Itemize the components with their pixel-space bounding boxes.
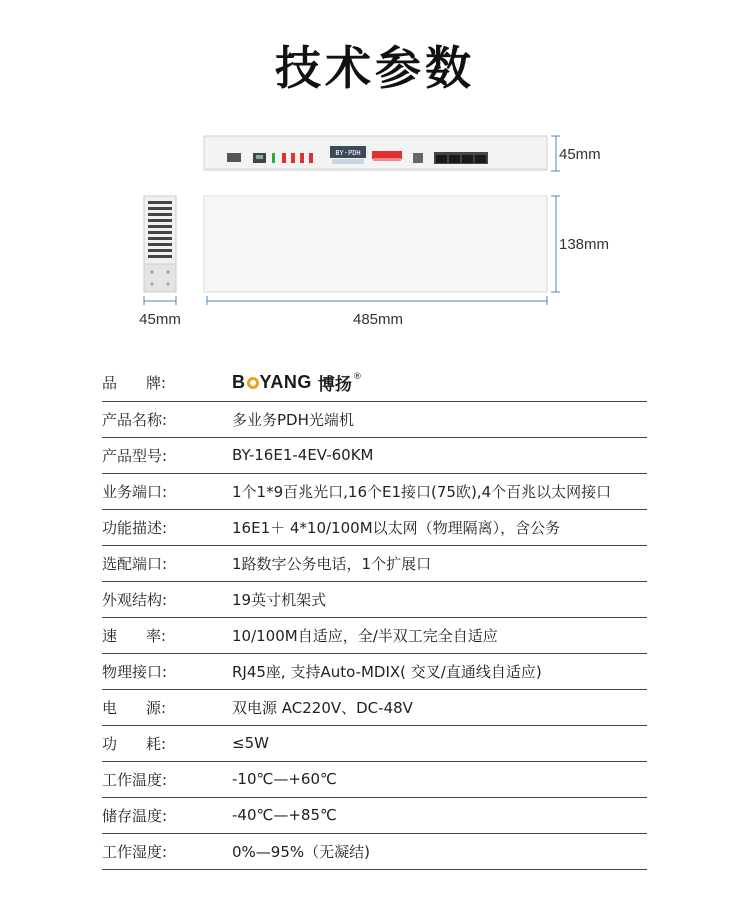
spec-row-optional-ports — [102, 545, 647, 581]
brand-logo-o-mark — [247, 377, 259, 389]
device-side-view — [144, 196, 176, 292]
spec-label: 业务端口: — [102, 482, 168, 501]
phone-port — [413, 153, 423, 163]
spec-value: 多业务PDH光端机 — [232, 410, 354, 429]
spec-row-ports — [102, 473, 647, 509]
device-top-view — [204, 196, 547, 292]
spec-row-power-supply — [102, 689, 647, 725]
spec-label: 储存温度: — [102, 806, 168, 825]
spec-label: 工作湿度: — [102, 842, 168, 861]
spec-value: 1个1*9百兆光口,16个E1接口(75欧),4个百兆以太网接口 — [232, 482, 612, 501]
spec-row-interface — [102, 653, 647, 689]
spec-value: 双电源 AC220V、DC-48V — [232, 698, 413, 717]
spec-value: 0%—95%（无凝结) — [232, 842, 370, 861]
registered-mark: ® — [352, 371, 362, 382]
spec-label-brand: 品 牌: — [102, 374, 166, 393]
spec-row-consumption — [102, 725, 647, 761]
spec-row-speed — [102, 617, 647, 653]
spec-label-consumption: 功 耗: — [102, 734, 166, 753]
spec-row-function — [102, 509, 647, 545]
spec-value: BY-16E1-4EV-60KM — [232, 446, 374, 464]
spec-value: 10/100M自适应，全/半双工完全自适应 — [232, 626, 498, 645]
brand-chinese-name: 博扬 — [317, 375, 352, 396]
spec-row-brand — [102, 365, 647, 401]
spec-value: 19英寸机架式 — [232, 590, 327, 609]
spec-value: -10℃—+60℃ — [232, 770, 337, 788]
ethernet-ports — [434, 152, 488, 164]
spec-row-storage-temp — [102, 797, 647, 833]
side-width-dimension — [144, 296, 176, 305]
spec-label-speed: 速 率: — [102, 626, 166, 645]
spec-label: 选配端口: — [102, 554, 168, 573]
spec-value: RJ45座, 支持Auto-MDIX( 交叉/直通线自适应) — [232, 662, 542, 681]
spec-table — [102, 365, 647, 870]
spec-label: 产品型号: — [102, 446, 168, 465]
optical-port — [227, 153, 241, 162]
spec-value: 1路数字公务电话，1个扩展口 — [232, 554, 432, 573]
side-width-label: 45mm — [139, 311, 181, 328]
page-title: 技术参数 — [275, 41, 475, 95]
top-depth-label: 138mm — [559, 236, 610, 253]
spec-label-power: 电 源: — [102, 698, 166, 717]
dip-switch — [372, 151, 402, 159]
spec-value: -40℃—+85℃ — [232, 806, 337, 824]
spec-label: 产品名称: — [102, 410, 168, 429]
spec-label: 功能描述: — [102, 518, 168, 537]
spec-row-structure — [102, 581, 647, 617]
spec-label: 工作温度: — [102, 770, 168, 789]
spec-label: 外观结构: — [102, 590, 168, 609]
spec-label: 物理接口: — [102, 662, 168, 681]
front-height-label: 45mm — [559, 146, 601, 163]
lcd-text: BY-PDH — [335, 149, 361, 157]
spec-row-model — [102, 437, 647, 473]
spec-row-product-name — [102, 401, 647, 437]
device-front-panel — [204, 136, 547, 171]
spec-value: 16E1＋ 4*10/100M以太网（物理隔离），含公务 — [232, 518, 561, 537]
spec-row-operating-temp — [102, 761, 647, 797]
brand-logo: B YANG 博扬 ® — [232, 371, 362, 396]
spec-row-humidity — [102, 833, 647, 869]
device-dimension-figure — [0, 0, 750, 350]
top-width-label: 485mm — [352, 311, 404, 328]
spec-value: ≤5W — [232, 734, 269, 752]
top-width-dimension — [207, 296, 547, 305]
